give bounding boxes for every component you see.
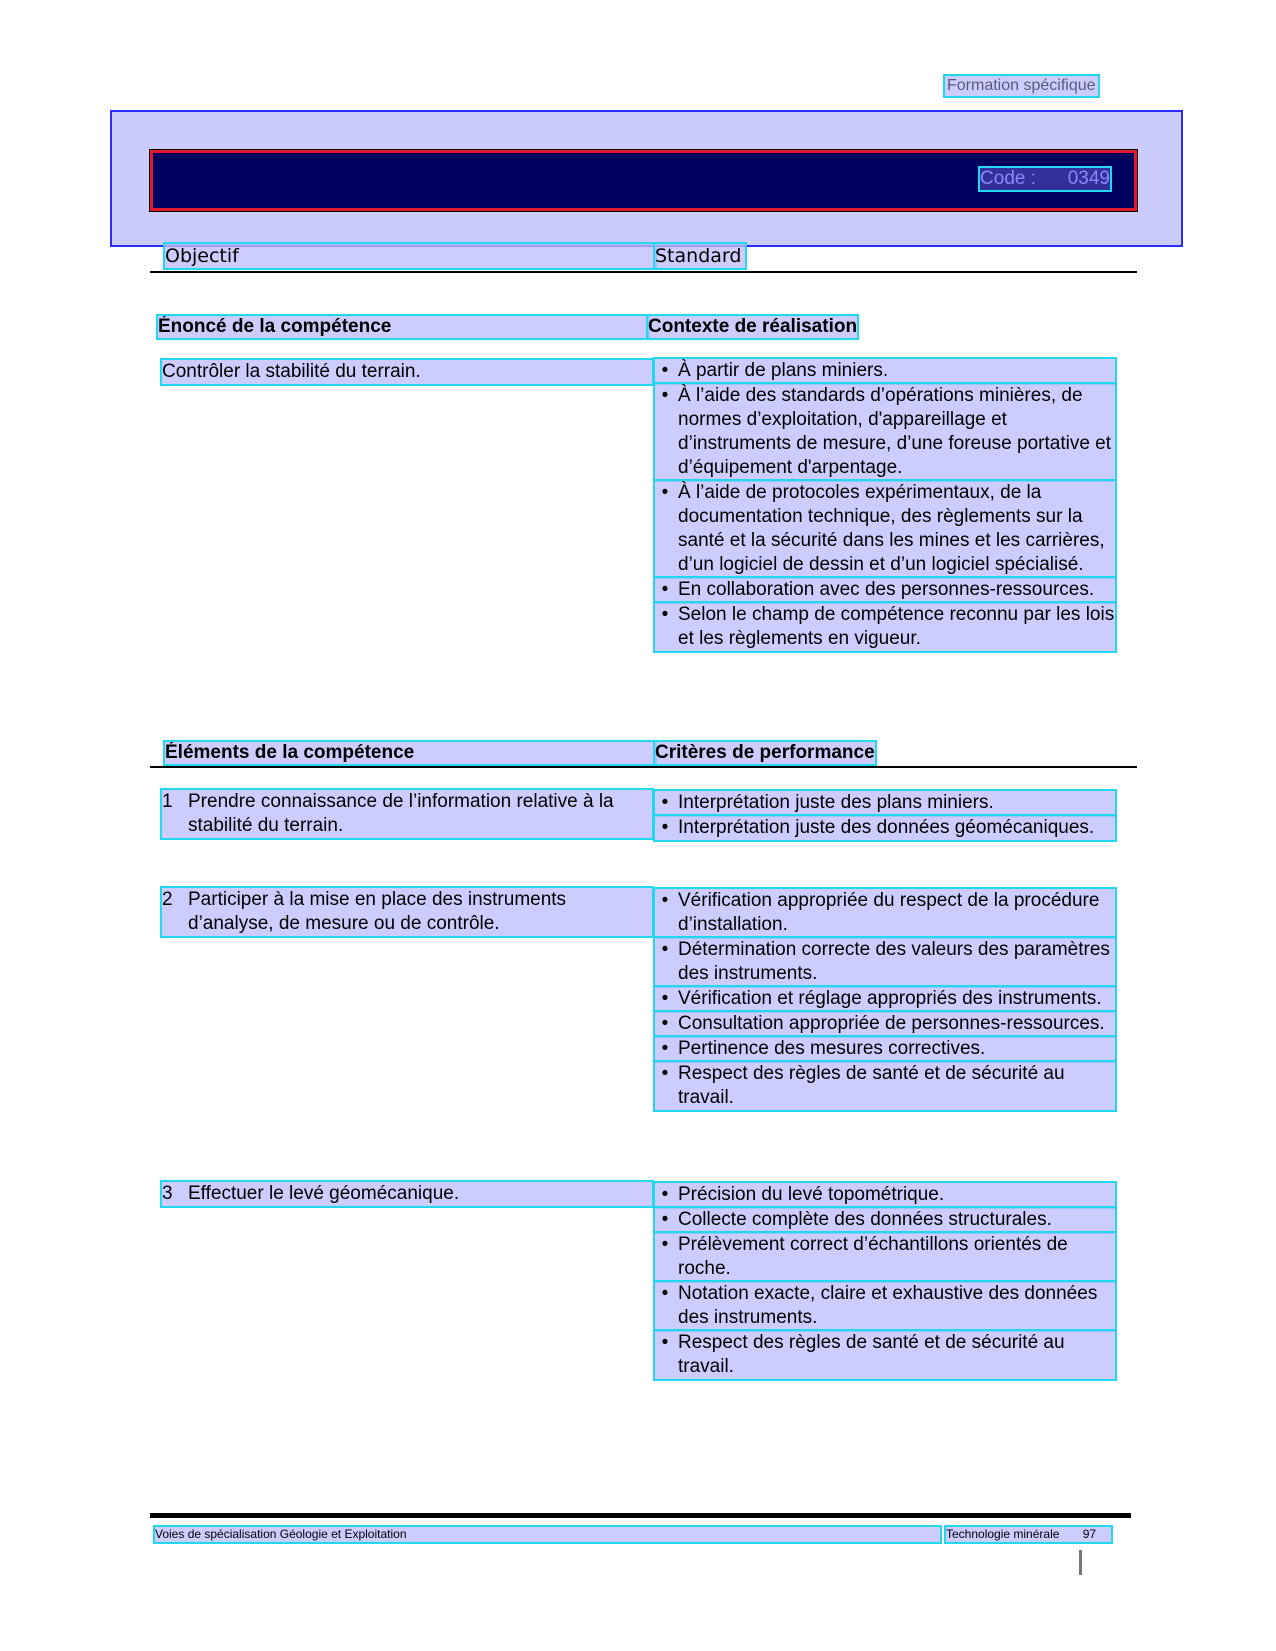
list-item: • Prélèvement correct d’échantillons orientés de roche. (655, 1233, 1115, 1281)
criteria-list (655, 791, 1115, 841)
bullet-icon: • (661, 579, 669, 600)
list-item: • Vérification et réglage appropriés des instruments. (655, 987, 1115, 1011)
bullet-icon: • (661, 988, 669, 1009)
document-section-label: Formation spécifique (947, 77, 1096, 94)
element-number: 1 (162, 791, 173, 812)
footer-title: Technologie minérale (946, 1527, 1060, 1541)
criteria-list (655, 889, 1115, 1111)
list-item: • Interprétation juste des données géomécaniques. (655, 816, 1115, 840)
code-banner (150, 150, 1137, 211)
list-item: • Notation exacte, claire et exhaustive des données des instruments. (655, 1282, 1115, 1330)
bullet-icon: • (661, 1209, 669, 1230)
competency-element (162, 790, 652, 838)
element-number: 3 (162, 1183, 173, 1204)
competency-element (162, 888, 652, 936)
footer-divider (150, 1513, 1131, 1518)
list-item: • Interprétation juste des plans miniers. (655, 791, 1115, 815)
list-item: • À l’aide de protocoles expérimentaux, de la documentation technique, des règlements sur la santé et la sécurité dans les mines et les carrières, d’un logiciel de dessin et d’un logiciel spécialisé. (655, 481, 1115, 577)
criteria-list (655, 1183, 1115, 1380)
competency-element (162, 1182, 652, 1206)
code-value: 0349 (1067, 168, 1110, 189)
list-item: • Respect des règles de santé et de sécurité au travail. (655, 1331, 1115, 1379)
context-heading: Contexte de réalisation (648, 316, 858, 337)
bullet-icon: • (661, 817, 669, 838)
statement-text: Contrôler la stabilité du terrain. (162, 360, 652, 384)
list-item: • Détermination correcte des valeurs des paramètres des instruments. (655, 938, 1115, 986)
bullet-icon: • (661, 1013, 669, 1034)
header-divider (150, 271, 1137, 273)
bullet-icon: • (661, 939, 669, 960)
bullet-icon: • (661, 1063, 669, 1084)
context-list (655, 359, 1115, 652)
list-item: • Pertinence des mesures correctives. (655, 1037, 1115, 1061)
elements-heading: Éléments de la compétence (165, 742, 655, 764)
list-item: • Respect des règles de santé et de sécurité au travail. (655, 1062, 1115, 1110)
criteria-heading: Critères de performance (655, 742, 875, 763)
element-text: Participer à la mise en place des instruments d’analyse, de mesure ou de contrôle. (188, 889, 567, 934)
list-item: • À partir de plans miniers. (655, 359, 1115, 383)
list-item: • Vérification appropriée du respect de la procédure d’installation. (655, 889, 1115, 937)
bullet-icon: • (661, 792, 669, 813)
element-text: Prendre connaissance de l’information relative à la stabilité du terrain. (188, 791, 614, 836)
code-label: Code : (980, 168, 1037, 189)
list-item: • Consultation appropriée de personnes-ressources. (655, 1012, 1115, 1036)
list-item: • À l’aide des standards d’opérations minières, de normes d’exploitation, d'appareillage et d’instruments de mesure, d’une foreuse portative et d’équipement d'arpentage. (655, 384, 1115, 480)
list-item: • Précision du levé topométrique. (655, 1183, 1115, 1207)
margin-marker (1079, 1550, 1082, 1575)
list-item: • Selon le champ de compétence reconnu par les lois et les règlements en vigueur. (655, 603, 1115, 651)
elements-divider (150, 766, 1137, 768)
bullet-icon: • (661, 1234, 669, 1255)
standard-heading: Standard (655, 244, 745, 268)
bullet-icon: • (661, 1038, 669, 1059)
bullet-icon: • (661, 482, 669, 503)
bullet-icon: • (661, 890, 669, 911)
competency-code (980, 168, 1110, 190)
bullet-icon: • (661, 604, 669, 625)
bullet-icon: • (661, 385, 669, 406)
element-number: 2 (162, 889, 173, 910)
list-item: • Collecte complète des données structurales. (655, 1208, 1115, 1232)
statement-heading: Énoncé de la compétence (158, 316, 648, 338)
element-text: Effectuer le levé géomécanique. (188, 1183, 460, 1204)
page-number: 97 (1082, 1527, 1097, 1541)
bullet-icon: • (661, 1283, 669, 1304)
bullet-icon: • (661, 1184, 669, 1205)
objective-heading: Objectif (165, 244, 655, 268)
bullet-icon: • (661, 360, 669, 381)
footer-program: Voies de spécialisation Géologie et Exploitation (155, 1527, 940, 1542)
list-item: • En collaboration avec des personnes-ressources. (655, 578, 1115, 602)
footer-page-info (946, 1527, 1111, 1542)
bullet-icon: • (661, 1332, 669, 1353)
